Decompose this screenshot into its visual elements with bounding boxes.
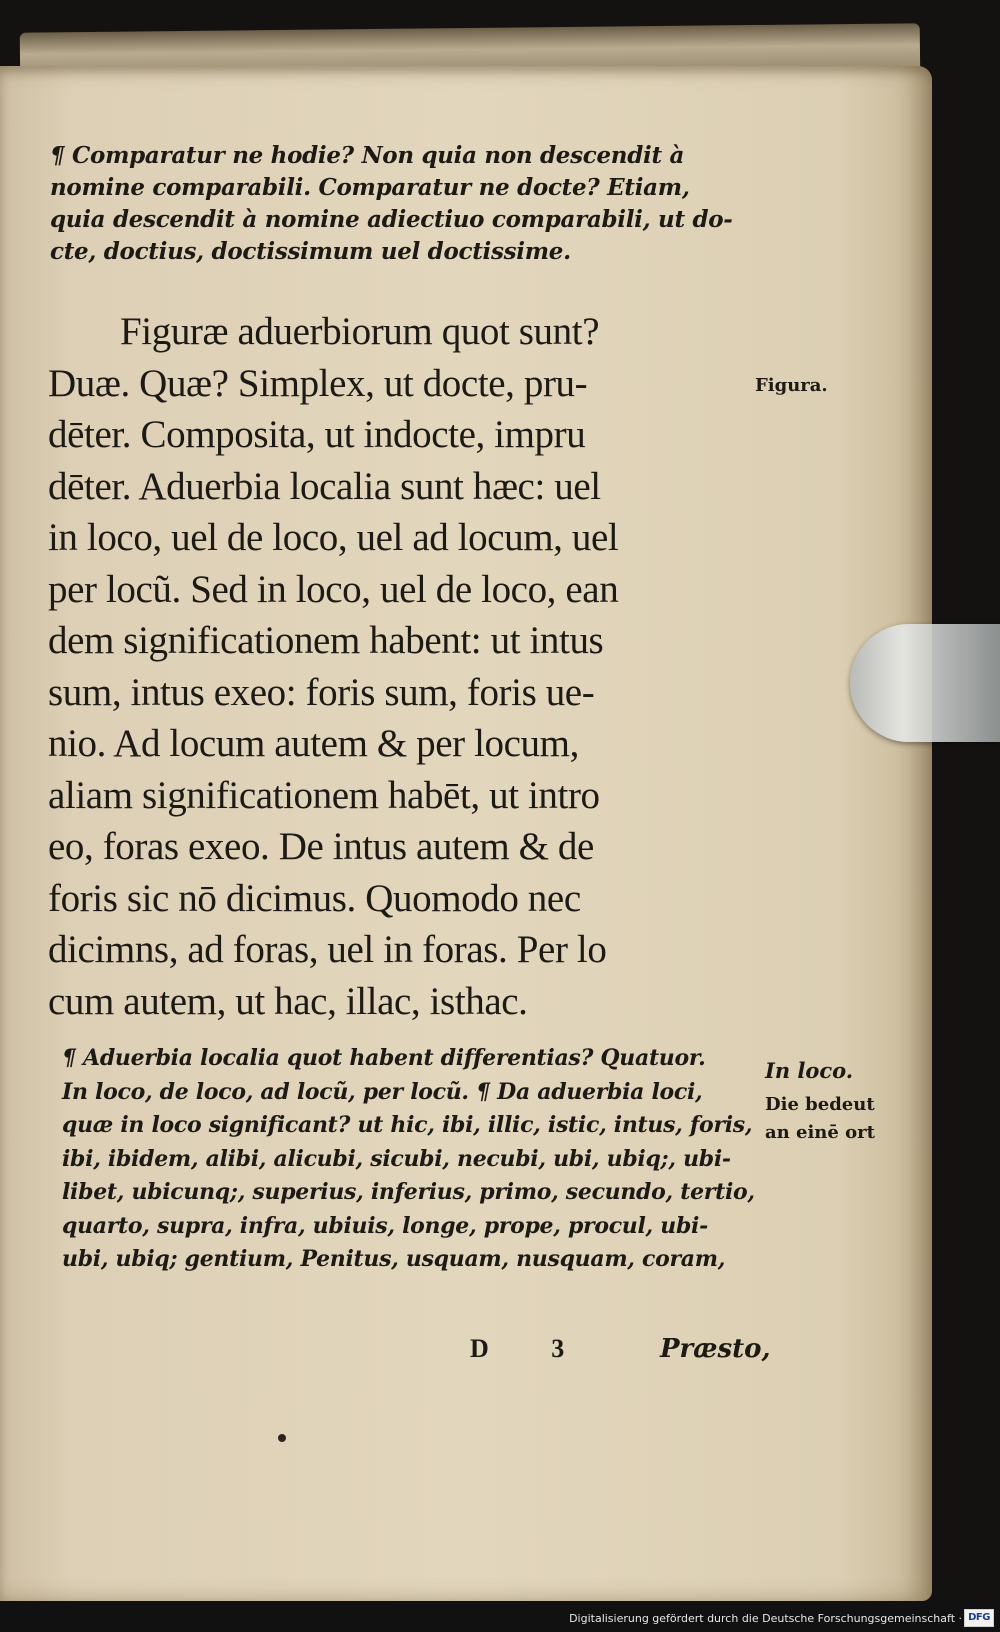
text-line: libet, ubicunq;, superius, inferius, primo, secundo, tertio,: [62, 1179, 755, 1205]
text-line: ¶ Comparatur ne hodie? Non quia non descendit à: [50, 142, 685, 169]
text-line: quia descendit à nomine adiectiuo comparabili, ut do-: [50, 206, 733, 233]
second-paragraph: [62, 1042, 755, 1277]
text-line: dicimns, ad foras, uel in foras. Per lo: [48, 928, 607, 971]
page-clip: [850, 624, 1000, 742]
text-line: dēter. Aduerbia localia sunt hæc: uel: [48, 464, 601, 508]
text-line: aliam significationem habēt, ut intro: [48, 773, 600, 817]
text-line: dēter. Composita, ut indocte, impru: [48, 413, 586, 456]
footer-credit: Digitalisierung gefördert durch die Deutsche Forschungsgemeinschaft ·: [569, 1612, 962, 1625]
margin-note-gloss-2: an einē ort: [765, 1122, 875, 1143]
text-line: Duæ. Quæ? Simplex, ut docte, pru-: [48, 361, 588, 405]
text-line: cum autem, ut hac, illac, isthac.: [48, 979, 528, 1023]
dfg-logo: DFG: [964, 1609, 994, 1627]
text-line: ¶ Aduerbia localia quot habent differentias? Quatuor.: [62, 1045, 706, 1071]
intro-paragraph: [50, 140, 738, 268]
signature-mark: D 3: [470, 1334, 593, 1363]
text-line: cte, doctius, doctissimum uel doctissime.: [50, 238, 571, 265]
main-paragraph: [48, 306, 748, 1027]
text-line: sum, intus exeo: foris sum, foris ue-: [48, 670, 595, 714]
margin-note-gloss-1: Die bedeut: [765, 1094, 875, 1115]
text-line: ibi, ibidem, alibi, alicubi, sicubi, necubi, ubi, ubiq;, ubi-: [62, 1145, 731, 1172]
ink-dot: [278, 1434, 286, 1442]
text-line: eo, foras exeo. De intus autem & de: [48, 825, 594, 868]
margin-note-figura: Figura.: [755, 375, 828, 396]
text-line: in loco, uel de loco, uel ad locum, uel: [48, 516, 619, 559]
text-line: dem significationem habent: ut intus: [48, 619, 604, 662]
margin-note-in-loco: In loco.: [765, 1058, 854, 1083]
text-line: foris sic nō dicimus. Quomodo nec: [48, 876, 581, 920]
text-line: nomine comparabili. Comparatur ne docte? Etiam,: [50, 174, 690, 201]
footer-bar: [0, 1602, 1000, 1632]
text-line: quæ in loco significant? ut hic, ibi, illic, istic, intus, foris,: [62, 1112, 753, 1138]
text-line: Figuræ aduerbiorum quot sunt?: [120, 310, 600, 353]
text-line: ubi, ubiq; gentium, Penitus, usquam, nusquam, coram,: [62, 1246, 726, 1272]
text-line: per locũ. Sed in loco, uel de loco, ean: [48, 567, 619, 611]
text-line: In loco, de loco, ad locũ, per locũ. ¶ Da aduerbia loci,: [62, 1078, 703, 1105]
catchword: Præsto,: [660, 1334, 771, 1364]
text-line: quarto, supra, infra, ubiuis, longe, prope, procul, ubi-: [62, 1212, 708, 1239]
text-line: nio. Ad locum autem & per locum,: [48, 722, 579, 765]
